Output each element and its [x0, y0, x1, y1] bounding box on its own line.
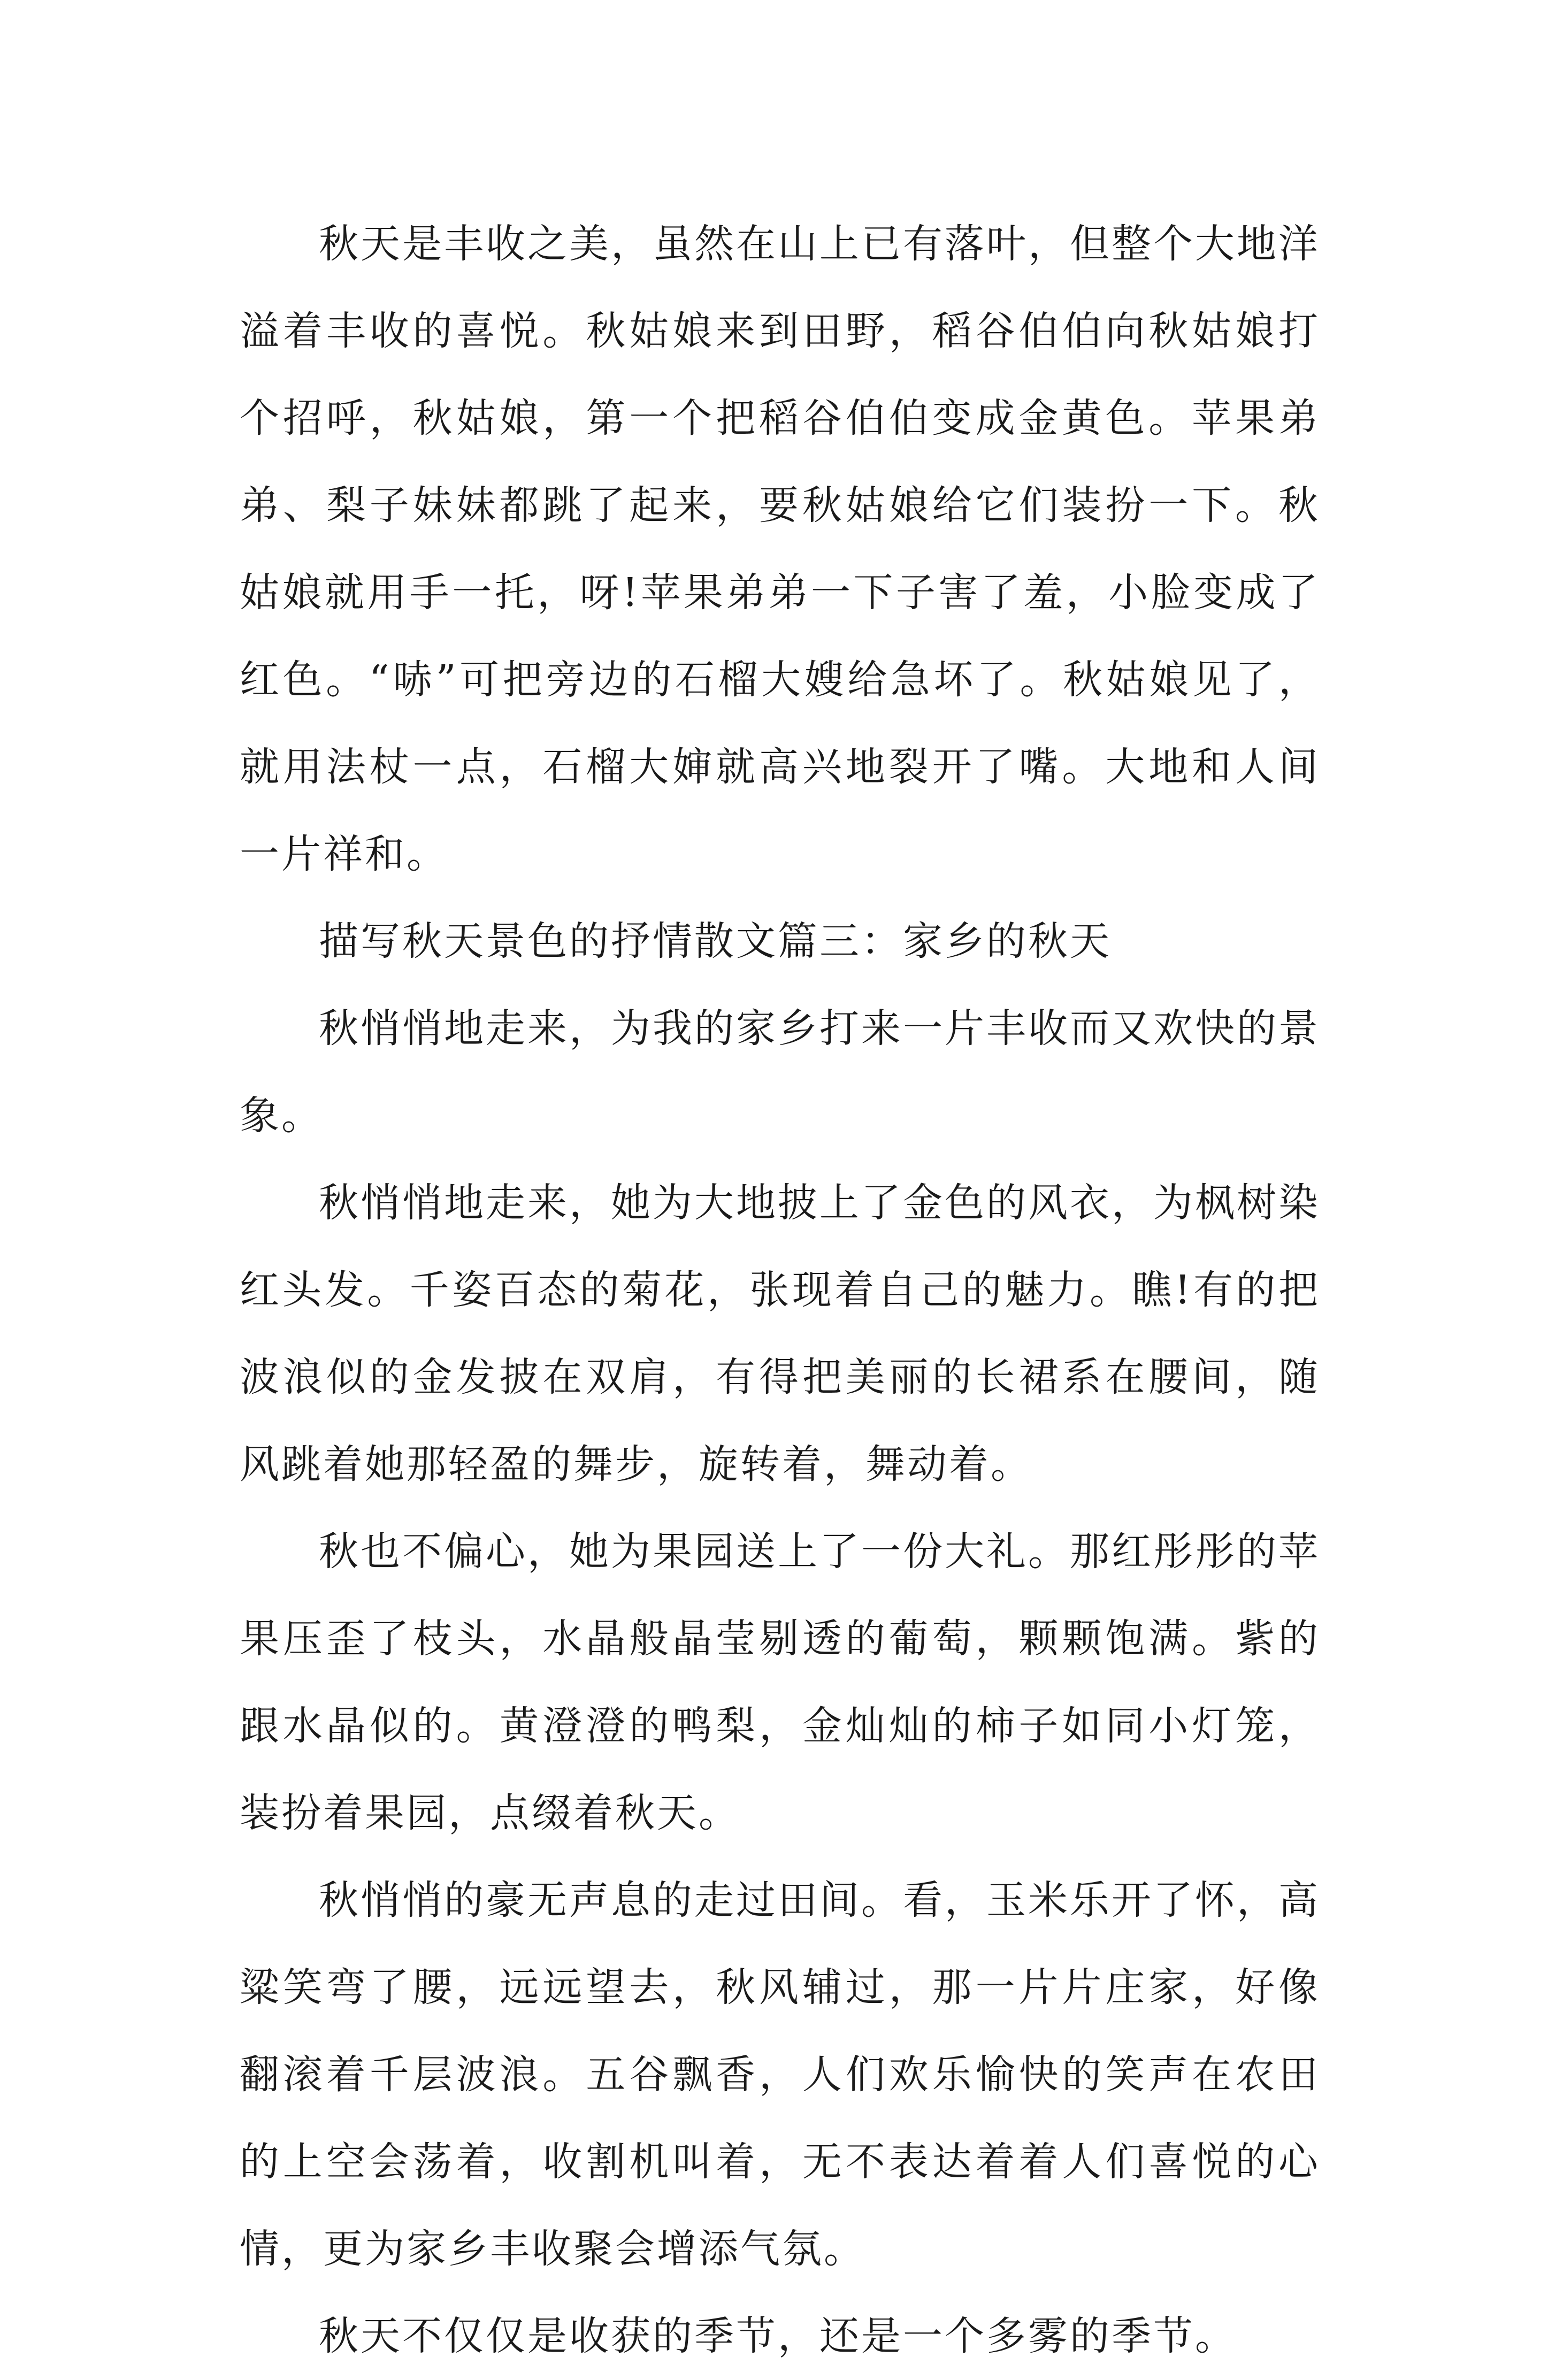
section-heading: 描写秋天景色的抒情散文篇三：家乡的秋天	[319, 918, 1112, 964]
paragraph-intro: 秋悄悄地走来，为我的家乡打来一片丰收而又欢快的景象。	[240, 1005, 1320, 1139]
paragraph-flowers: 秋悄悄地走来，她为大地披上了金色的风衣，为枫树染红头发。千姿百态的菊花，张现着自己的魅力。瞧!有的把波浪似的金发披在双肩，有得把美丽的长裙系在腰间，随风跳着她那轻盈的舞步，旋转着，舞动着。	[240, 1180, 1320, 1487]
paragraph-fog: 秋天不仅仅是收获的季节，还是一个多雾的季节。	[319, 2313, 1237, 2359]
paragraph-orchard: 秋也不偏心，她为果园送上了一份大礼。那红彤彤的苹果压歪了枝头，水晶般晶莹剔透的葡萄，颗颗饱满。紫的跟水晶似的。黄澄澄的鸭梨，金灿灿的柿子如同小灯笼，装扮着果园，点缀着秋天。	[240, 1529, 1320, 1836]
paragraph-fields: 秋悄悄的豪无声息的走过田间。看，玉米乐开了怀，高粱笑弯了腰，远远望去，秋风辅过，那一片片庄家，好像翻滚着千层波浪。五谷飘香，人们欢乐愉快的笑声在农田的上空会荡着，收割机叫着，无不表达着着人们喜悦的心情，更为家乡丰收聚会增添气氛。	[240, 1877, 1320, 2272]
body-text	[240, 201, 1320, 2380]
paragraph-harvest: 秋天是丰收之美，虽然在山上已有落叶，但整个大地洋溢着丰收的喜悦。秋姑娘来到田野，稻谷伯伯向秋姑娘打个招呼，秋姑娘，第一个把稻谷伯伯变成金黄色。苹果弟弟、梨子妹妹都跳了起来，要秋姑娘给它们装扮一下。秋姑娘就用手一托，呀!苹果弟弟一下子害了羞，小脸变成了红色。“哧”可把旁边的石榴大嫂给急坏了。秋姑娘见了，就用法杖一点，石榴大婶就高兴地裂开了嘴。大地和人间一片祥和。	[240, 221, 1320, 877]
